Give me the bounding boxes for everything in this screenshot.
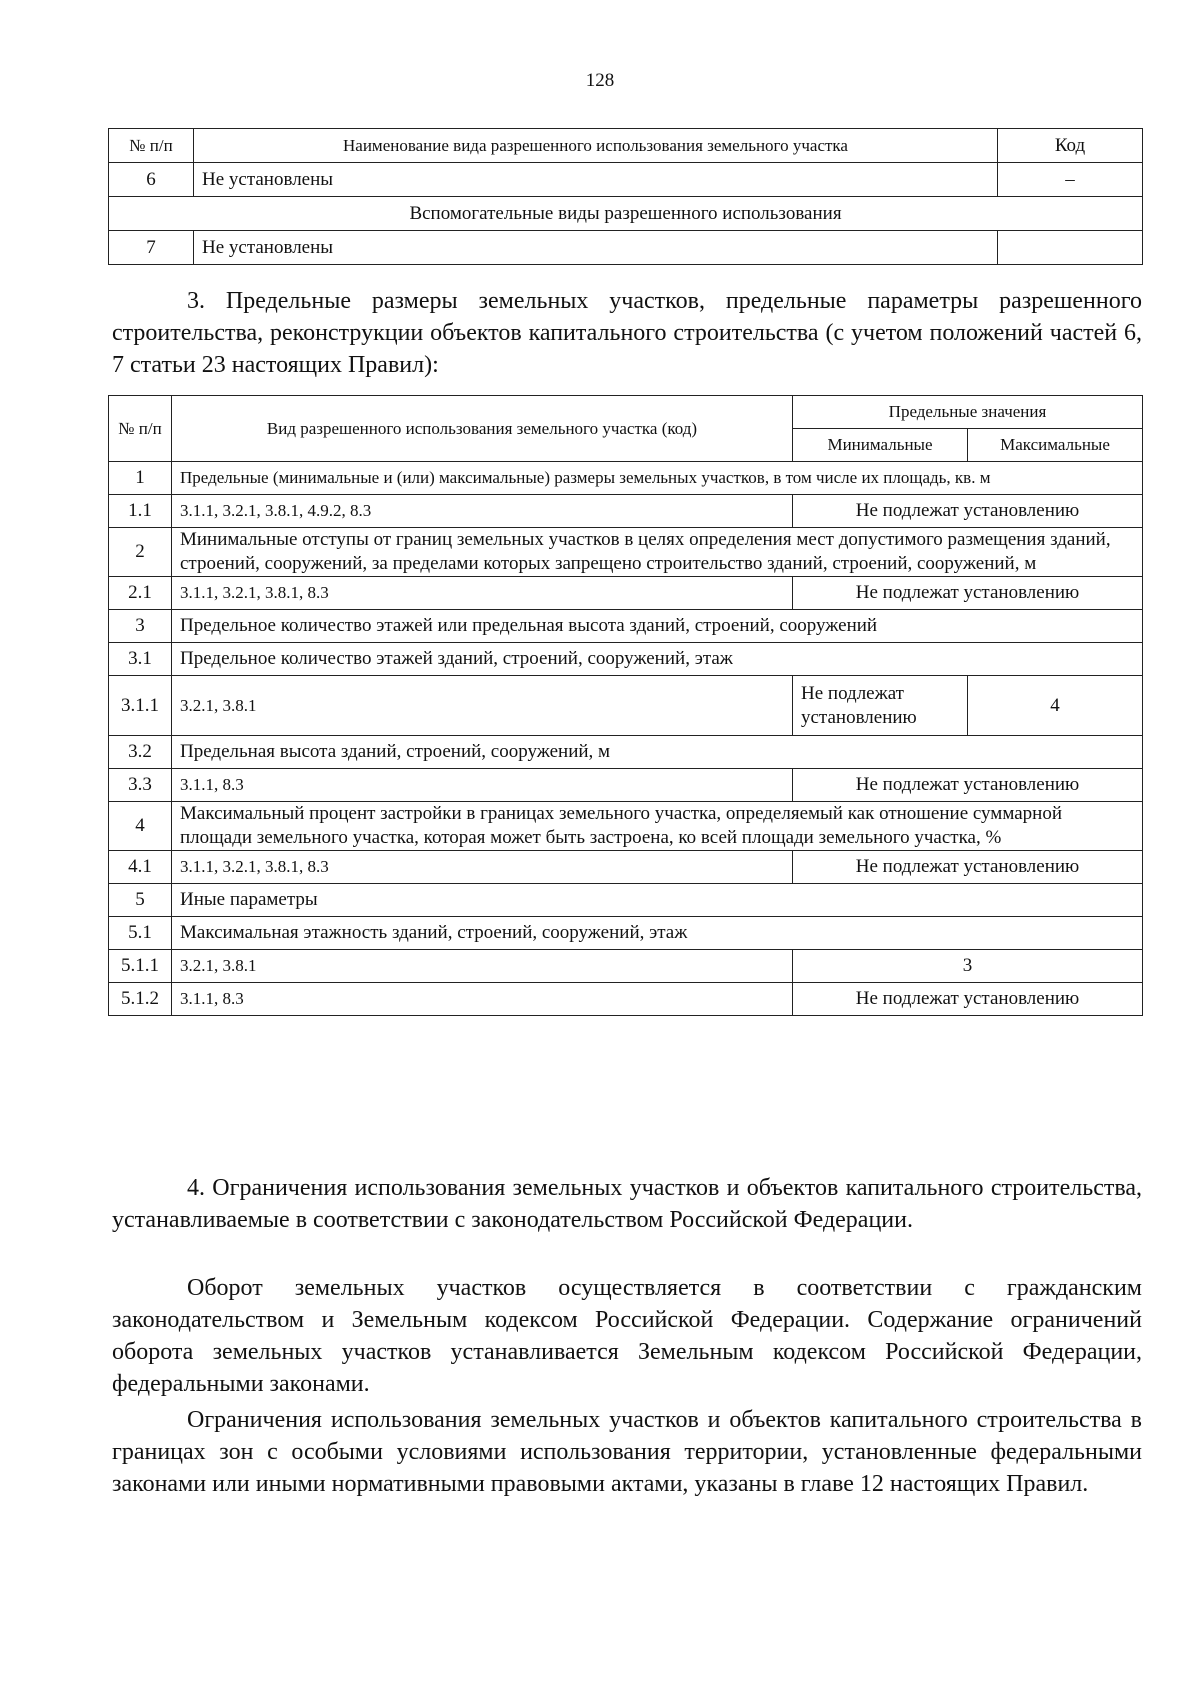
table-header-row — [109, 396, 1143, 429]
row-text: Предельное количество этажей или предельная высота зданий, строений, сооружений — [172, 610, 1143, 643]
row-text: Максимальный процент застройки в границах земельного участка, определяемый как отношение суммарной площади земельного участка, которая может быть застроена, ко всей площади земельного участка, % — [172, 802, 1143, 851]
table-row — [109, 950, 1143, 983]
row-name: Не установлены — [194, 163, 998, 197]
row-number: 1 — [109, 462, 172, 495]
row-number: 2.1 — [109, 577, 172, 610]
row-min-value: Не подлежат установлению — [793, 676, 968, 736]
column-header-min: Минимальные — [793, 429, 968, 462]
row-number: 7 — [109, 231, 194, 265]
paragraph-6: Ограничения использования земельных участков и объектов капитального строительства в границах зон с особыми условиями использования территории, установленные федеральными законами или иными нормативными правовыми актами, указаны в главе 12 настоящих Правил. — [112, 1407, 1142, 1497]
column-header-number: № п/п — [109, 396, 172, 462]
row-value: Не подлежат установлению — [793, 983, 1143, 1016]
table-row — [109, 676, 1143, 736]
row-value: Не подлежат установлению — [793, 769, 1143, 802]
row-codes: 3.2.1, 3.8.1 — [172, 950, 793, 983]
table-row — [109, 610, 1143, 643]
table-row — [109, 495, 1143, 528]
table-row — [109, 163, 1143, 197]
row-codes: 3.2.1, 3.8.1 — [172, 676, 793, 736]
row-codes: 3.1.1, 3.2.1, 3.8.1, 4.9.2, 8.3 — [172, 495, 793, 528]
table-header-row — [109, 129, 1143, 163]
paragraph-3: 3. Предельные размеры земельных участков, предельные параметры разрешенного строительства, реконструкции объектов капитального строительства (с учетом положений частей 6, 7 статьи 23 настоящих Правил): — [112, 288, 1142, 378]
column-header-code: Код — [998, 129, 1143, 163]
row-number: 2 — [109, 528, 172, 577]
column-header-type: Вид разрешенного использования земельного участка (код) — [172, 396, 793, 462]
land-use-types-table — [108, 128, 1143, 265]
table-row — [109, 577, 1143, 610]
row-codes: 3.1.1, 3.2.1, 3.8.1, 8.3 — [172, 851, 793, 884]
row-value: Не подлежат установлению — [793, 851, 1143, 884]
row-codes: 3.1.1, 3.2.1, 3.8.1, 8.3 — [172, 577, 793, 610]
row-number: 3 — [109, 610, 172, 643]
row-text: Предельные (минимальные и (или) максимальные) размеры земельных участков, в том числе их площадь, кв. м — [172, 462, 1143, 495]
row-code: – — [998, 163, 1143, 197]
table-row — [109, 769, 1143, 802]
row-max-value: 4 — [968, 676, 1143, 736]
table-row — [109, 736, 1143, 769]
row-number: 5 — [109, 884, 172, 917]
limit-parameters-table — [108, 395, 1143, 1016]
table-row — [109, 231, 1143, 265]
row-number: 6 — [109, 163, 194, 197]
column-header-number: № п/п — [109, 129, 194, 163]
row-number: 4 — [109, 802, 172, 851]
row-codes: 3.1.1, 8.3 — [172, 769, 793, 802]
row-code — [998, 231, 1143, 265]
table-row — [109, 917, 1143, 950]
row-text: Минимальные отступы от границ земельных участков в целях определения мест допустимого размещения зданий, строений, сооружений, за пределами которых запрещено строительство зданий, строений, сооружений, м — [172, 528, 1143, 577]
section-title: Вспомогательные виды разрешенного использования — [109, 197, 1143, 231]
row-text: Предельная высота зданий, строений, сооружений, м — [172, 736, 1143, 769]
column-header-max: Максимальные — [968, 429, 1143, 462]
row-number: 4.1 — [109, 851, 172, 884]
table-row — [109, 851, 1143, 884]
page-number: 128 — [585, 70, 615, 91]
column-header-name: Наименование вида разрешенного использования земельного участка — [194, 129, 998, 163]
row-number: 5.1.1 — [109, 950, 172, 983]
table-row — [109, 884, 1143, 917]
table-row — [109, 983, 1143, 1016]
table-row — [109, 528, 1143, 577]
row-number: 3.1.1 — [109, 676, 172, 736]
column-header-limits: Предельные значения — [793, 396, 1143, 429]
row-value: 3 — [793, 950, 1143, 983]
paragraph-5: Оборот земельных участков осуществляется в соответствии с гражданским законодательством и Земельным кодексом Российской Федерации. Содержание ограничений оборота земельных участков устанавливается Земельным кодексом Российской Федерации, федеральными законами. — [112, 1275, 1142, 1397]
row-number: 3.3 — [109, 769, 172, 802]
row-text: Максимальная этажность зданий, строений, сооружений, этаж — [172, 917, 1143, 950]
table-row — [109, 643, 1143, 676]
row-text: Предельное количество этажей зданий, строений, сооружений, этаж — [172, 643, 1143, 676]
row-value: Не подлежат установлению — [793, 495, 1143, 528]
table-section-row — [109, 197, 1143, 231]
row-codes: 3.1.1, 8.3 — [172, 983, 793, 1016]
table-row — [109, 462, 1143, 495]
row-text: Иные параметры — [172, 884, 1143, 917]
row-name: Не установлены — [194, 231, 998, 265]
paragraph-4: 4. Ограничения использования земельных участков и объектов капитального строительства, устанавливаемые в соответствии с законодательством Российской Федерации. — [112, 1175, 1142, 1233]
row-number: 3.2 — [109, 736, 172, 769]
table-row — [109, 802, 1143, 851]
row-number: 5.1 — [109, 917, 172, 950]
row-number: 3.1 — [109, 643, 172, 676]
row-value: Не подлежат установлению — [793, 577, 1143, 610]
row-number: 1.1 — [109, 495, 172, 528]
row-number: 5.1.2 — [109, 983, 172, 1016]
